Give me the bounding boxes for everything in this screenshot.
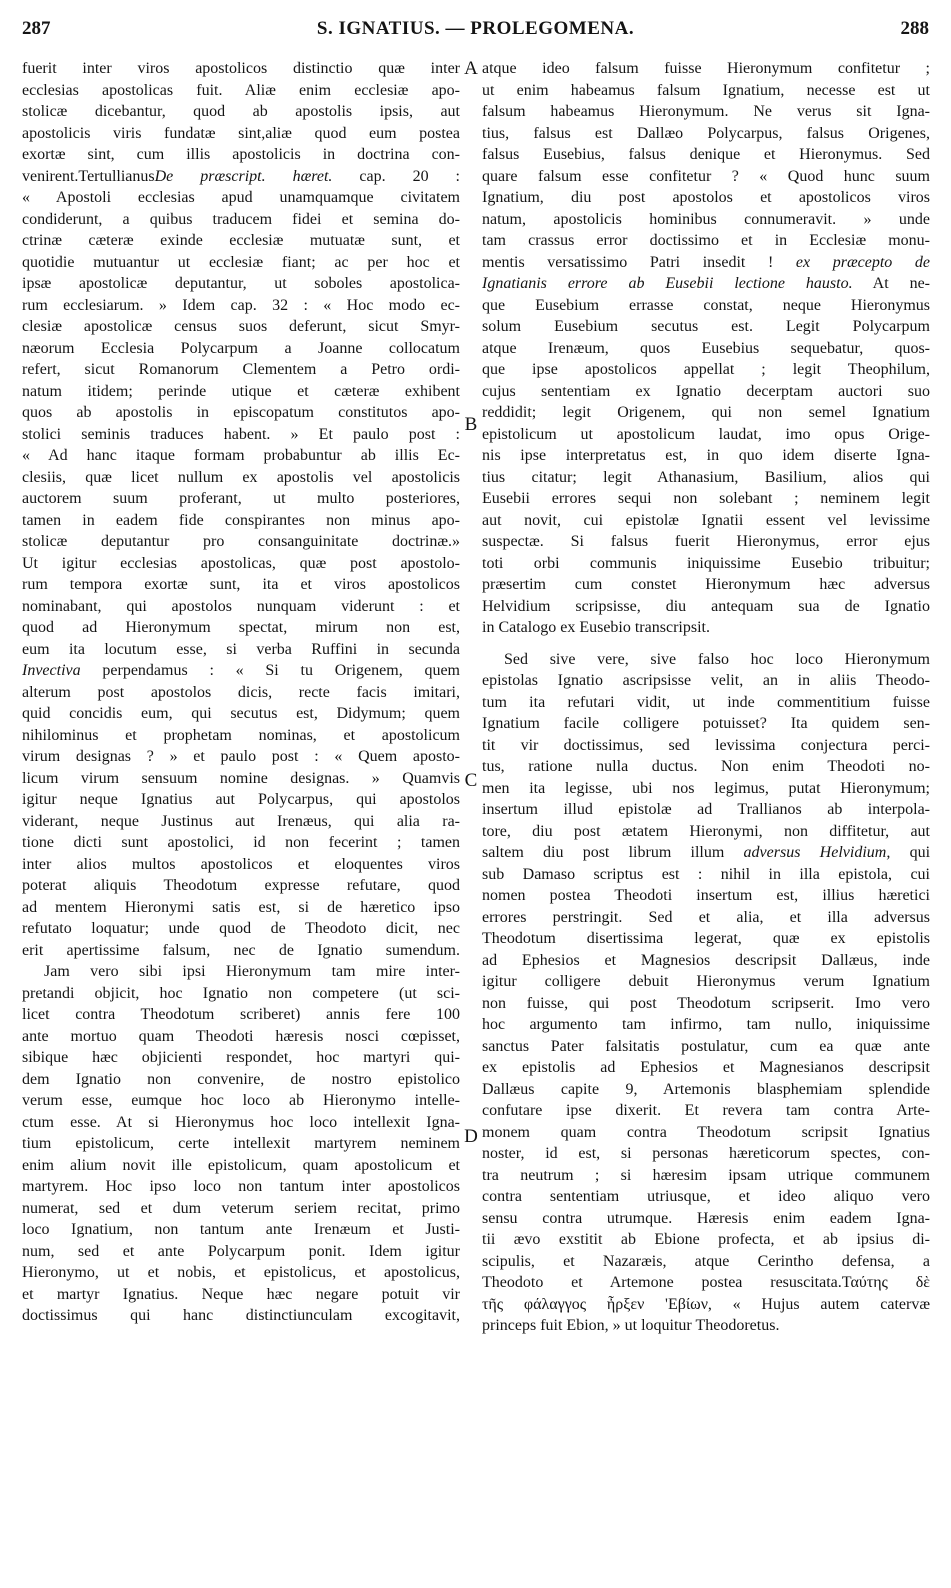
text-line: que Eusebium errasse constat, neque Hieronymus [482,296,930,314]
text-line: fuerit inter viros apostolicos distinctio quæ inter [22,60,460,77]
text-line: tit vir doctissimus, sed levissima conjectura perci- [482,736,930,754]
text-line: suspectæ. Si falsus fuerit Hieronymus, error ejus [482,533,930,550]
text-line: Ut igitur ecclesias apostolicas, quæ post apostolo- [22,554,460,572]
text-line: verum esse, eumque hoc loco ab Hieronymo intelle- [22,1092,460,1109]
text-line: aut novit, cui epistolæ Ignatii essent vel levissime [482,511,930,529]
text-line: rum tempora exortæ sunt, ita et viros apostolicos [22,576,460,593]
italic-text: Invectiva [22,662,81,679]
text-line: Eusebii errores sequi non solebant ; neminem legit [482,490,930,507]
text-line: atque Irenæum, quos Eusebius sequebatur, quos- [482,339,930,357]
left-column [22,58,460,1327]
text-line: quotidie mutuantur ut ecclesiæ fiant; ac per hoc et [22,253,460,271]
text-line: Hieronymo, ut et nobis, et epistolicus, et apostolicus, [22,1264,460,1281]
text-line: toti orbi communis iniquissime Eusebio tribuitur; [482,554,930,572]
text-line: clesiæ apostolicæ census suos deferunt, sicut Smyr- [22,318,460,335]
text-run: perpendamus : « Si tu Origenem, quem [80,662,460,679]
text-run: Theodoto et Artemone postea resuscitata. [482,1274,842,1291]
text-line: natum itidem; perinde utique et cæteræ exhibent [22,382,460,400]
text-line: præsertim cum constet Hieronymum hæc adversus [482,576,930,593]
text-line: Jam vero sibi ipsi Hieronymum tam mire inter- [44,963,460,980]
text-line: loco Ignatium, non tantum ante Irenæum et Justi- [22,1221,460,1238]
text-line: licum virum sensuum nomine designas. » Quamvis [22,769,460,787]
text-line: tamen in eadem fide conspirantes non minus apo- [22,511,460,529]
text-line: sensu contra utrumque. Hæresis enim eadem Igna- [482,1209,930,1227]
text-line: stolicæ deputantur pro consanguinitate doctrinæ.» [22,533,460,550]
text-line: num, sed et ante Polycarpum ponit. Idem igitur [22,1242,460,1260]
text-line: nomen postea Theodoti insertum est, illius hæretici [482,887,930,904]
text-line: « Ad hanc itaque formam probabuntur ab illis Ec- [22,447,460,464]
text-line: ecclesias apostolicas fuit. Aliæ enim ecclesiæ apo- [22,81,460,99]
italic-text: adversus Helvidium, [743,844,891,861]
text-line: contra sententiam utriusque, et ideo aliquo vero [482,1188,930,1205]
text-line: Dallæus capite 9, Artemonis blasphemiam splendide [482,1080,930,1098]
text-line: quod ad Hieronymum spectat, mirum non est, [22,619,460,636]
text-line: ipsæ apostolicæ deputantur, ut soboles apostolica- [22,275,460,292]
text-line: Sed sive vere, sive falso hoc loco Hieronymum [504,650,930,668]
text-run: qui [890,844,931,861]
text-line: tra neutrum ; si hæresim ipsam utrique communem [482,1166,930,1184]
paragraph-gap [482,639,930,649]
text-line: que ipse apostolicos appellat ; legit Theophilum, [482,361,930,378]
margin-marker-d: D [464,1126,478,1147]
text-line: tus, ratione nulla ductus. Non enim Theodoti no- [482,758,930,775]
text-line: insertum illud epistolæ ad Trallianos ab interpola- [482,801,930,818]
text-line: Helvidium scripsisse, diu antequam sua de Ignatio [482,597,930,615]
italic-text: ex præcepto de [795,253,930,271]
text-line: næorum Ecclesia Polycarpum a Joanne collocatum [22,339,460,357]
text-line [482,842,930,864]
text-line: monem quam contra Theodotum scripsit Ignatius [482,1123,930,1141]
text-line: exortæ sint, cum illis apostolicis in doctrina con- [22,146,460,163]
text-line: apostolicis viris fundatæ sint,aliæ quod eum postea [22,124,460,142]
text-line: Ignatium, diu post apostolos et apostolicos viros [482,189,930,206]
text-line: sibique hæc objicienti respondet, hoc martyri qui- [22,1049,460,1066]
text-line: doctissimus qui hanc distinctiunculam excogitavit, [22,1307,460,1324]
text-line: ex epistolis ad Ephesios et Magnesianos descripsit [482,1059,930,1076]
text-line: confutare ipse dixerit. Et revera tam contra Arte- [482,1102,930,1119]
text-line: auctorem suum proferant, ut multo posteriores, [22,490,460,507]
text-line: epistolas Ignatio ascripsisse velit, an in aliis Theodo- [482,672,930,689]
text-line: eum ita locutum esse, si verba Ruffini in secunda [22,640,460,658]
text-line: nihilominus et prophetam nominas, et apostolicum [22,726,460,744]
text-line: tum ita refutari vidit, ut inde commentitium fuisse [482,693,930,711]
text-line: erit apertissime falsum, nec de Ignatio sumendum. [22,941,460,959]
text-line: princeps fuit Ebion, » ut loquitur Theodoretus. [482,1317,780,1334]
text-line: non fuisse, qui post Theodotum scripserit. Imo vero [482,994,930,1012]
running-head: S. IGNATIUS. — PROLEGOMENA. [316,18,635,39]
text-line: tione dicti sunt apostolici, id non fecerint ; tamen [22,834,460,851]
text-line: tii ævo exstitit ab Ebione profecta, et ab ipsius di- [482,1231,930,1248]
text-line: τῆς φάλαγγος ἦρξεν 'Εβίων, « Hujus autem catervæ [482,1295,930,1313]
text-line: ctum esse. At si Hieronymus hoc loco intellexit Igna- [22,1113,460,1131]
text-line: stolicæ dicebantur, quod ab apostolis ipsis, aut [22,103,460,120]
text-line: men ita legisse, ubi nos legimus, putat Hieronymum; [482,779,930,797]
text-run: venirent.Tertullianus [22,167,155,185]
text-line: noster, id est, si personas hæreticorum spectes, con- [482,1145,930,1162]
text-line: et martyr Ignatius. Neque hæc negare potuit vir [22,1285,460,1303]
text-line: dem Ignatio non convenire, de nostro epistolico [22,1070,460,1088]
text-line: igitur colligere debuit Hieronymus verum Ignatium [482,973,930,990]
right-column [482,58,930,1337]
text-run: saltem diu post librum illum [482,844,744,861]
text-line [482,252,930,274]
text-line [482,273,930,295]
text-line: alterum post apostolos dicis, recte facis imitari, [22,683,460,701]
text-line: condiderunt, a quibus traducem fidei et semina do- [22,210,460,228]
text-line: quare falsum esse confitetur ? « Quod hunc suum [482,167,930,185]
text-line: ut enim habeamus falsum Ignatium, necesse est ut [482,81,930,99]
text-line: in Catalogo ex Eusebio transcripsit. [482,619,710,636]
text-line: ctrinæ cæteræ exinde ecclesiæ mutuatæ sunt, et [22,232,460,249]
text-line: solum Eusebium secutus est. Legit Polycarpum [482,318,930,335]
text-line: enim alium novit ille epistolicum, quam apostolicum et [22,1156,460,1174]
margin-marker-c: C [464,770,478,791]
text-line: numerat, sed et dum veterum seriem recitat, primo [22,1199,460,1217]
text-line: « Apostoli ecclesias apud unamquamque civitatem [22,189,460,206]
text-line: refutato loquatur; unde quod de Theodoto dicit, nec [22,920,460,937]
text-line [482,1272,930,1294]
text-line: Ignatium facile colligere potuisset? Ita quidem sen- [482,715,930,732]
text-line: quos ab apostolis in episcopatum constitutos apo- [22,404,460,421]
italic-text: Ignatianis errore ab Eusebii lectione hausto. [482,275,853,292]
text-run: cap. 20 : [332,167,460,185]
text-line: tius, falsus est Dallæo Polycarpus, falsus Origenes, [482,124,930,142]
text-line: errores perstringit. Sed et alia, et illa adversus [482,908,930,926]
text-run: Ταύτης δὲ [841,1274,931,1291]
text-line: ad Ephesios et Magnesios descripsit Dallæus, inde [482,951,930,969]
text-run: mentis versatissimo Patri insedit ! [482,253,796,271]
text-line: inter alios multos apostolicos et eloquentes viros [22,855,460,873]
text-line: pretandi objicit, hoc Ignatio non competere (ut sci- [22,984,460,1002]
text-line: poterat aliquis Theodotum expresse refutare, quod [22,877,460,894]
italic-text: De præscript. hæret. [154,167,333,185]
text-line: scipulis, et Nazaræis, atque Cerintho defensa, a [482,1252,930,1270]
text-line: licet contra Theodotum scriberet) annis fere 100 [22,1006,460,1023]
margin-marker-a: A [464,58,478,79]
text-line: tius citatur; legit Athanasium, Basilium, alios qui [482,468,930,486]
text-line: martyrem. Hoc ipso loco non tantum inter apostolicos [22,1178,460,1195]
text-line: nis ipse interpretatus est, in quo idem diserte Igna- [482,447,930,464]
text-line: tam crassus error doctissimo et in Ecclesiæ monu- [482,232,930,249]
text-line: falsum habeamus Hieronymum. Ne verus sit Igna- [482,103,930,120]
text-line: refert, sicut Romanorum Clementem a Petro ordi- [22,361,460,378]
page-number-right: 288 [900,18,929,39]
text-line: ante mortuo quam Theodoti hæresis nosci cœpisset, [22,1027,460,1045]
text-line: atque ideo falsum fuisse Hieronymum confitetur ; [482,60,930,77]
text-line: sanctus Pater falsitatis postulatur, cum ea quæ ante [482,1037,930,1055]
text-line: hoc argumento tam infirmo, tam nullo, iniquissime [482,1016,930,1033]
text-run: At ne- [852,275,930,292]
text-line: epistolicum ut apostolicum laudat, imo opus Orige- [482,425,930,443]
text-line: falsus Eusebius, falsus denique et Hieronymus. Sed [482,146,930,163]
text-line: tium epistolicum, certe intellexit martyrem neminem [22,1135,460,1152]
text-line: clesiis, quæ licet nullum ex apostolis vel apostolicis [22,468,460,486]
text-line [22,660,460,682]
text-line: viderant, neque Justinus aut Irenæus, qui alia ra- [22,812,460,830]
text-line: quid concidis eum, qui secutus est, Didymum; quem [22,705,460,722]
text-line: ad mentem Hieronymi satis est, si de hæretico ipso [22,898,460,916]
margin-marker-b: B [464,414,478,435]
text-line: reddidit; legit Origenem, qui non semel Ignatium [482,404,930,421]
page-number-left: 287 [22,18,51,39]
text-line: Theodotum disertissima legerat, quæ ex epistolis [482,930,930,947]
text-line: natum, apostolicis hominibus connumeravit. » unde [482,210,930,228]
text-line: tore, diu post ætatem Hieronymi, non diffitetur, aut [482,822,930,840]
text-line: stolici seminis traduces habent. » Et paulo post : [22,425,460,443]
text-line [22,166,460,188]
text-line: cujus sententiam ex Ignatio decerptam auctori suo [482,382,930,400]
page-header [22,14,929,44]
text-line: nominabant, qui apostolos nunquam viderunt : et [22,597,460,615]
text-line: virum designas ? » et paulo post : « Quem aposto- [22,748,460,765]
text-line: igitur neque Ignatius aut Polycarpus, qui apostolos [22,791,460,808]
text-line: sub Damaso scriptus est : nihil in illa epistola, cui [482,865,930,883]
text-line: rum ecclesiarum. » Idem cap. 32 : « Hoc modo ec- [22,296,460,314]
